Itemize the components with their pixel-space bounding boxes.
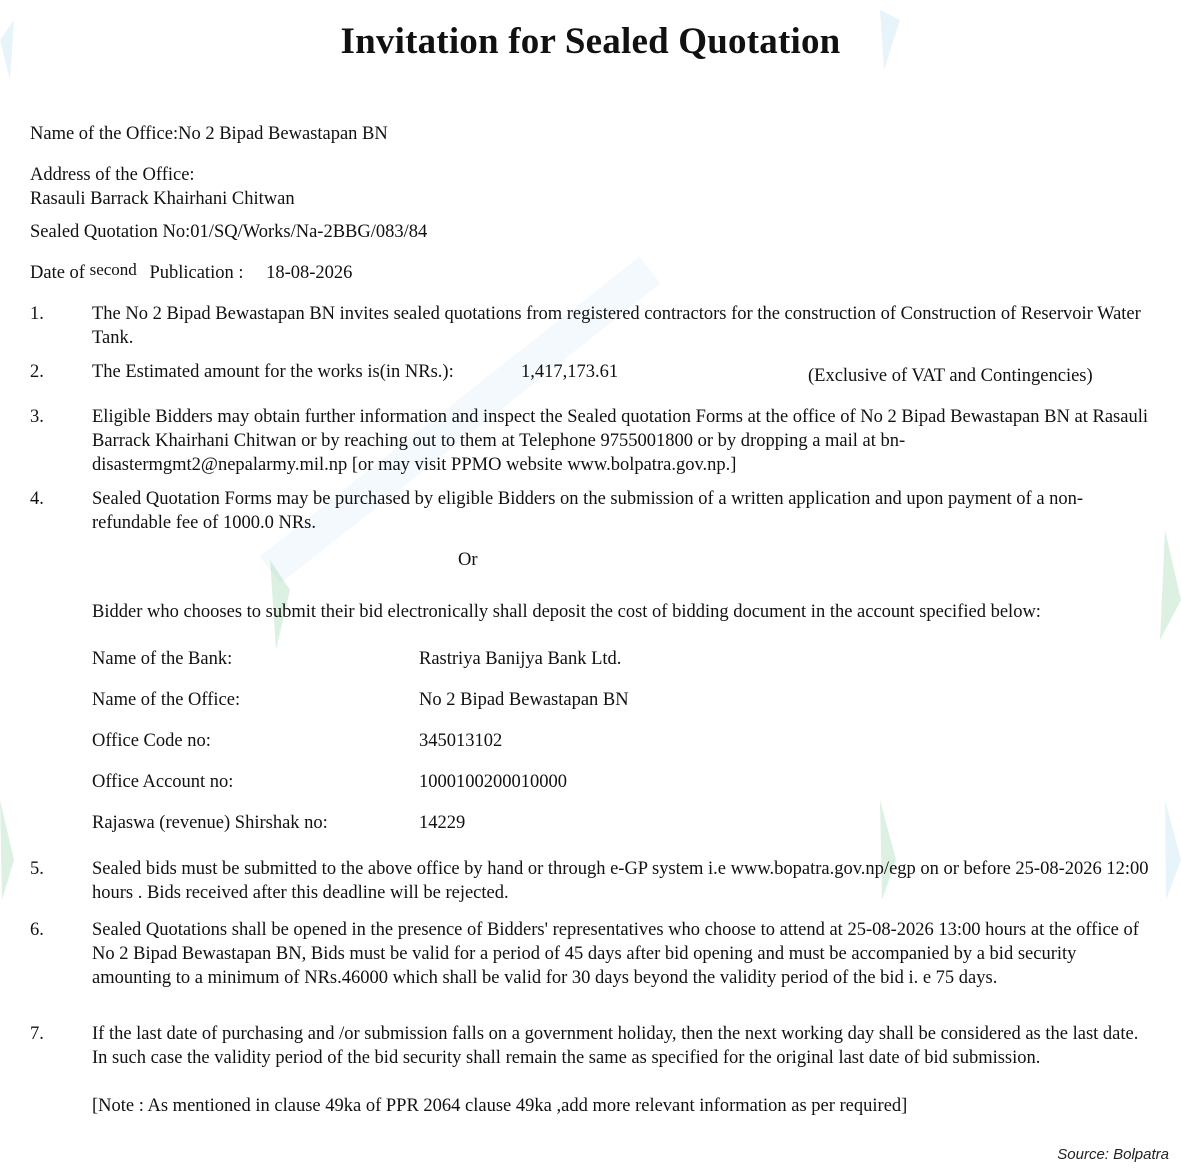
item-7-number: 7. bbox=[30, 1024, 44, 1044]
publication-label: Publication : bbox=[149, 263, 244, 283]
publication-date-line bbox=[30, 261, 352, 285]
item-7-text: If the last date of purchasing and /or submission falls on a government holiday, then the next working day shall be considered as the last date. In such case the validity period of the bid security shall remain the same as specified for the original last date of bid submission. bbox=[92, 1024, 1139, 1068]
address-value: Rasauli Barrack Khairhani Chitwan bbox=[30, 189, 295, 209]
item-7-note: [Note : As mentioned in clause 49ka of PPR 2064 clause 49ka ,add more relevant information as per required] bbox=[92, 1096, 908, 1116]
address-label: Address of the Office: bbox=[30, 165, 195, 185]
item-3-text: Eligible Bidders may obtain further information and inspect the Sealed quotation Forms at the office of No 2 Bipad Bewastapan BN at Rasauli Barrack Khairhani Chitwan or by reaching out to them at Telephone 9755001800 or by dropping a mail at bn-disastermgmt2@nepalarmy.mil.np [or may visit PPMO website www.bolpatra.gov.np.] bbox=[92, 407, 1148, 475]
item-1-number: 1. bbox=[30, 304, 44, 324]
item-2-number: 2. bbox=[30, 362, 44, 382]
revenue-head-label: Rajaswa (revenue) Shirshak no: bbox=[92, 813, 328, 833]
item-4-number: 4. bbox=[30, 489, 44, 509]
quotation-number: Sealed Quotation No:01/SQ/Works/Na-2BBG/083/84 bbox=[30, 222, 428, 242]
item-3-number: 3. bbox=[30, 407, 44, 427]
bank-office-value: No 2 Bipad Bewastapan BN bbox=[419, 690, 629, 710]
office-name-line: Name of the Office:No 2 Bipad Bewastapan BN bbox=[30, 124, 388, 144]
bank-office-label: Name of the Office: bbox=[92, 690, 241, 710]
account-no-value: 1000100200010000 bbox=[419, 772, 567, 792]
item-6-text: Sealed Quotations shall be opened in the presence of Bidders' representatives who choose to attend at 25-08-2026 13:00 hours at the office of No 2 Bipad Bewastapan BN, Bids must be valid for a period of 45 days after bid opening and must be accompanied by a bid security amounting to a minimum of NRs.46000 which shall be valid for 30 days beyond the validity period of the bid i. e 75 days. bbox=[92, 920, 1139, 988]
item-5-number: 5. bbox=[30, 859, 44, 879]
document-title: Invitation for Sealed Quotation bbox=[340, 21, 841, 62]
account-no-label: Office Account no: bbox=[92, 772, 234, 792]
office-code-label: Office Code no: bbox=[92, 731, 211, 751]
estimated-amount: 1,417,173.61 bbox=[521, 362, 619, 382]
bank-name-value: Rastriya Banijya Bank Ltd. bbox=[419, 649, 622, 669]
bank-name-label: Name of the Bank: bbox=[92, 649, 233, 669]
publication-second: second bbox=[89, 260, 137, 279]
office-code-value: 345013102 bbox=[419, 731, 503, 751]
electronic-deposit-text: Bidder who chooses to submit their bid electronically shall deposit the cost of bidding document in the account specified below: bbox=[92, 602, 1041, 622]
revenue-head-value: 14229 bbox=[419, 813, 466, 833]
item-6-number: 6. bbox=[30, 920, 44, 940]
item-2-text: The Estimated amount for the works is(in NRs.): bbox=[92, 362, 454, 382]
item-5-text: Sealed bids must be submitted to the above office by hand or through e-GP system i.e www.bopatra.gov.np/egp on or before 25-08-2026 12:00 hours . Bids received after this deadline will be rejected. bbox=[92, 859, 1149, 903]
or-separator: Or bbox=[458, 550, 478, 570]
source-credit: Source: Bolpatra bbox=[1057, 1146, 1169, 1163]
item-4-text: Sealed Quotation Forms may be purchased by eligible Bidders on the submission of a written application and upon payment of a non-refundable fee of 1000.0 NRs. bbox=[92, 489, 1084, 533]
publication-date: 18-08-2026 bbox=[266, 263, 353, 283]
vat-note: (Exclusive of VAT and Contingencies) bbox=[808, 366, 1093, 386]
publication-prefix: Date of bbox=[30, 263, 85, 283]
item-1-text: The No 2 Bipad Bewastapan BN invites sealed quotations from registered contractors for the construction of Construction of Reservoir Water Tank. bbox=[92, 304, 1141, 348]
